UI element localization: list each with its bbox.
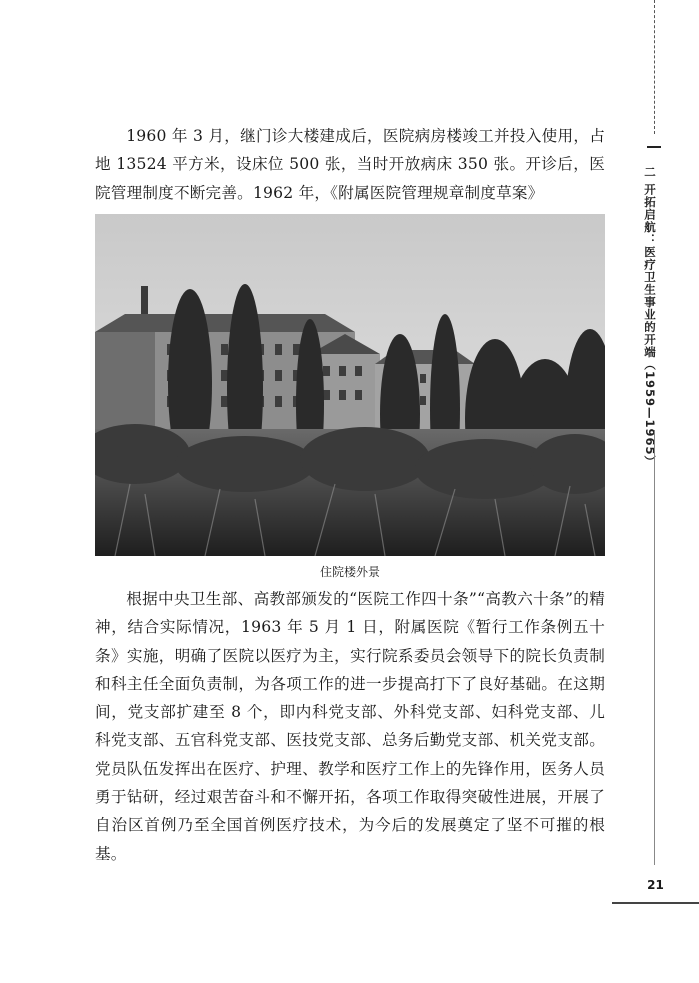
photo-caption: 住院楼外景 [319, 565, 380, 579]
paragraph-intro: 1960 年 3 月，继门诊大楼建成后，医院病房楼竣工并投入使用，占地 13524 平方米，设床位 500 张，当时开放病床 350 张。开诊后，医院管理制度不断完善。1962 年，《附属医院管理规章制度草案》 [95, 127, 605, 202]
page-number: 21 [647, 878, 664, 892]
margin-rule [654, 430, 655, 865]
paragraph-main: 根据中央卫生部、高教部颁发的“医院工作四十条”“高教六十条”的精神，结合实际情况，1963 年 5 月 1 日，附属医院《暂行工作条例五十条》实施，明确了医院以医疗为主，实行院系委员会领导下的院长负责制和科主任全面负责制，为各项工作的进一步提高打下了良好基础。在这期间，党支部扩建至 8 个，即内科党支部、外科党支部、妇科党支部、儿科党支部、五官科党支部、医技党支部、总务后勤党支部、机关党支部。党员队伍发挥出在医疗、护理、教学和医疗工作上的先锋作用，医务人员勇于钻研，经过艰苦奋斗和不懈开拓，各项工作取得突破性进展，开展了自治区首例乃至全国首例医疗技术，为今后的发展奠定了坚不可摧的根基。 [95, 590, 605, 863]
chapter-side-title: 二 开拓启航：医疗卫生事业的开端（1959—1965） [643, 166, 657, 469]
hospital-building-photo [95, 214, 605, 556]
page-number-rule [612, 902, 699, 904]
margin-dotted-line [654, 0, 655, 134]
margin-tick [647, 146, 661, 148]
